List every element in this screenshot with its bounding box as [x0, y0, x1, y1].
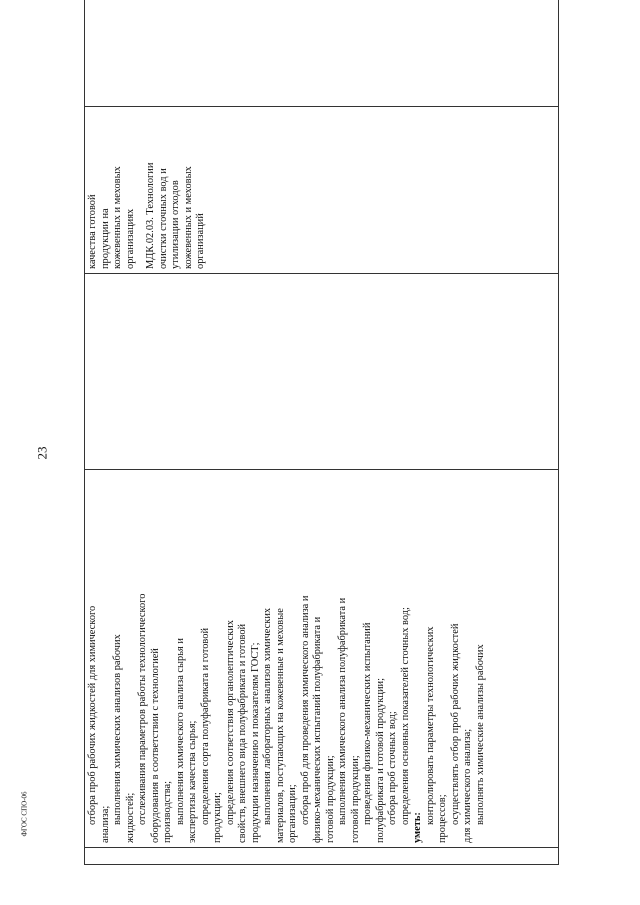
text-line: проведения физико-механических испытаний [362, 622, 373, 825]
text-line: процессов; [437, 794, 448, 843]
skills-label: уметь: [412, 812, 423, 843]
text-line: производства; [162, 780, 173, 843]
text-line: жидкостей; [124, 792, 136, 843]
text-line: определения основных показателей сточных вод; [399, 607, 411, 825]
text-line: утилизации отходов [170, 180, 181, 269]
text-line: материалов, поступающих на кожевенные и меховые [274, 608, 286, 843]
text-line: отбора проб для проведения химического анализа и [299, 595, 311, 825]
text-line: организации; [287, 784, 298, 843]
table-cell-modules [85, 107, 559, 274]
text-line: продукции на [99, 208, 111, 269]
text-line: очистки сточных вод и [157, 168, 169, 269]
text-line: качества готовой [87, 194, 98, 269]
text-line: для химического анализа; [462, 728, 473, 843]
practical-experience-list [87, 474, 412, 843]
text-line: контролировать параметры технологических [424, 626, 436, 825]
competency-table [84, 0, 559, 865]
text-line: определения сорта полуфабриката и готовой [199, 627, 211, 825]
text-line: кожевенных и меховых [182, 166, 194, 269]
text-line: отбора проб рабочих жидкостей для химического [87, 605, 98, 825]
text-line: экспертизы качества сырья; [187, 720, 198, 843]
text-line: анализа; [99, 805, 111, 843]
text-line: организациях [124, 208, 136, 269]
table-cell-content [85, 470, 559, 848]
text-line: продукции назначению и показателям ГОСТ; [249, 642, 261, 843]
table-cell-empty [85, 274, 559, 470]
text-line: готовой продукции; [349, 755, 361, 843]
text-line: определения соответствия органолептических [224, 619, 236, 825]
text-line: организаций [195, 213, 206, 269]
text-line: МДК.02.03. Технологии [145, 162, 156, 269]
text-line: свойств, внешнего вида полуфабриката и готовой [237, 623, 248, 843]
table-row [85, 0, 559, 865]
text-line: продукции; [212, 792, 223, 843]
module-text-a [87, 111, 137, 269]
text-line: выполнения химических анализов рабочих [112, 634, 123, 825]
table-cell-empty-last [85, 0, 559, 107]
text-line: выполнения лабораторных анализов химических [262, 607, 273, 825]
text-line: готовой продукции; [324, 755, 336, 843]
table-cell-index [85, 848, 559, 865]
text-line: выполнения химического анализа сырья и [174, 638, 186, 825]
module-text-b [145, 111, 208, 269]
text-line: полуфабриката и готовой продукции; [374, 678, 386, 843]
text-line: выполнения химического анализа полуфабриката и [337, 597, 348, 825]
text-line: отслеживания параметров работы технологического [137, 593, 148, 825]
text-line: кожевенных и меховых [112, 166, 123, 269]
skills-list [425, 474, 488, 843]
rotated-table-container [84, 25, 559, 865]
page-number: 23 [34, 446, 50, 460]
text-line: оборудования в соответствии с технологией [149, 648, 161, 843]
text-line: выполнять химические анализы рабочих [474, 644, 486, 825]
footer-code: ФГОС СПО-06 [20, 791, 29, 837]
text-line: отбора проб сточных вод; [387, 711, 398, 825]
text-line: физико-механических испытаний полуфабриката и [312, 616, 323, 843]
text-line: осуществлять отбор проб рабочих жидкостей [449, 623, 461, 825]
